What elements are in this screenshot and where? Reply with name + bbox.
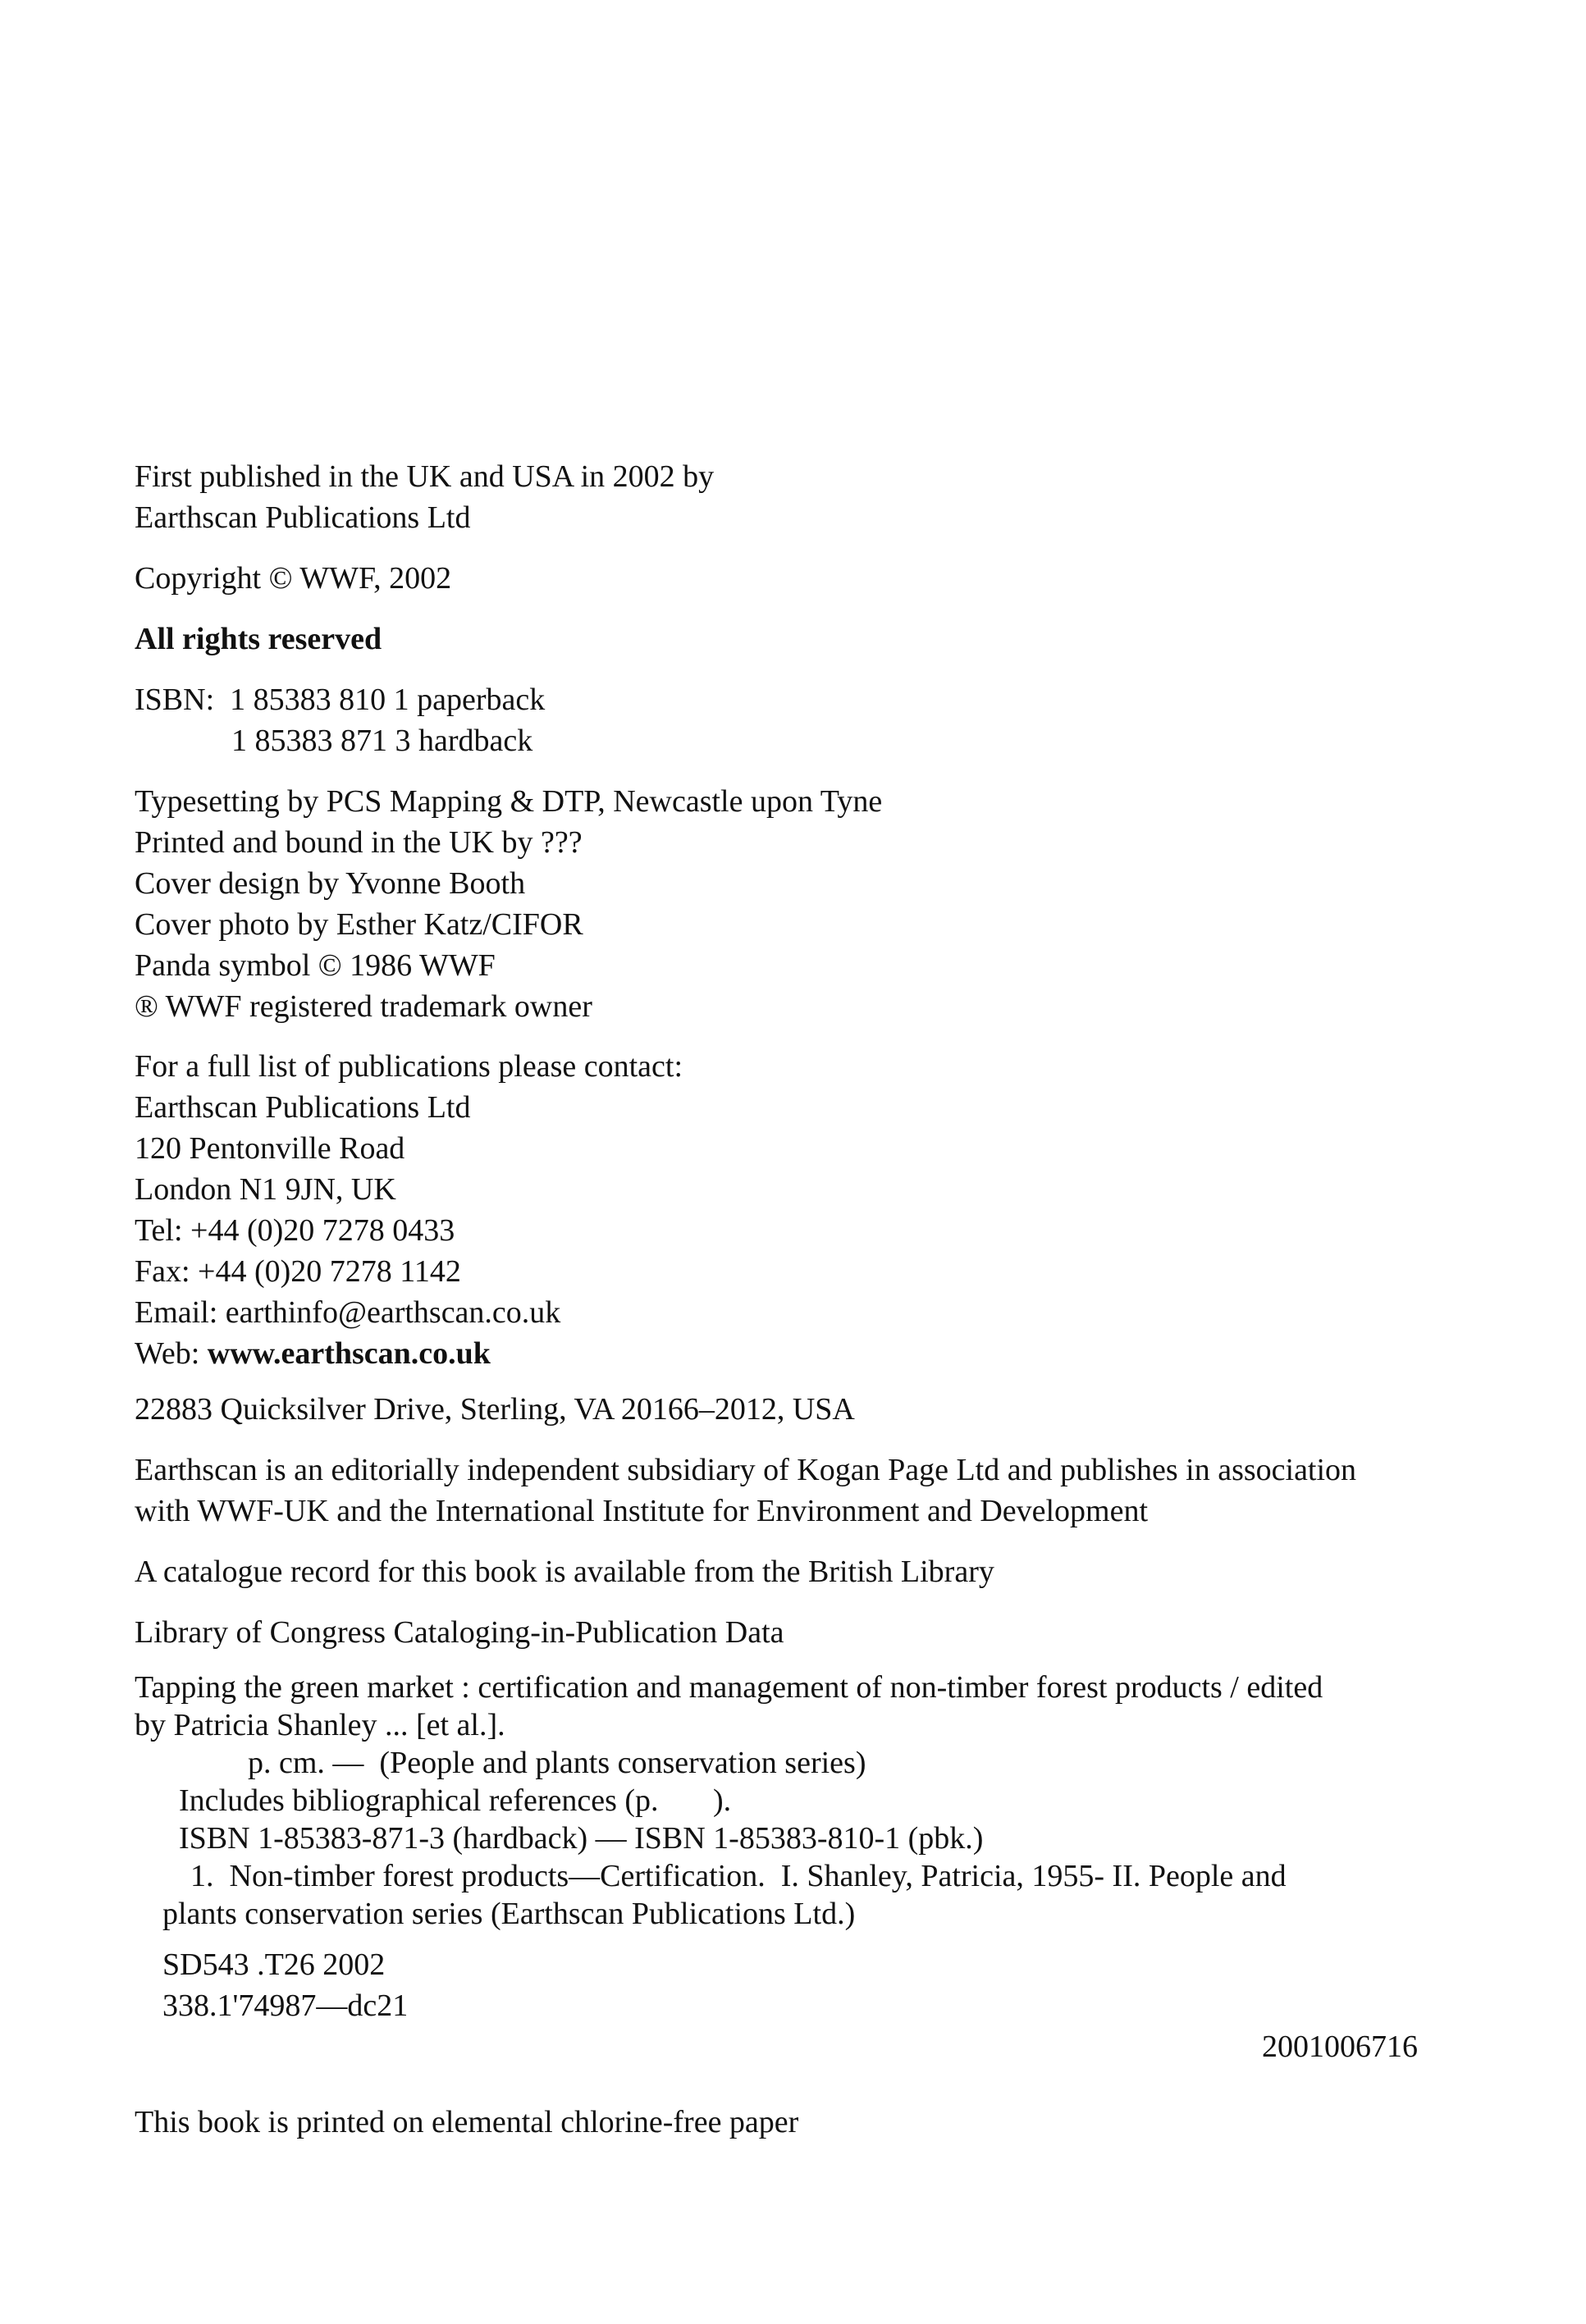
credit-cover-photo: Cover photo by Esther Katz/CIFOR [135, 907, 583, 942]
lccn [135, 2026, 1418, 2067]
loc-title-line-1: Tapping the green market : certification and management of non-timber forest products / edited [135, 1670, 1323, 1705]
loc-subjects-line-1: 1. Non-timber forest products—Certification. I. Shanley, Patricia, 1955- II. People and [190, 1859, 1287, 1893]
call-number-block [135, 1944, 1464, 2026]
credit-printing: Printed and bound in the UK by ??? [135, 825, 583, 860]
paper-note-line: This book is printed on elemental chlorine-free paper [135, 2105, 799, 2139]
about-publisher [135, 1450, 1464, 1532]
contact-fax: Fax: +44 (0)20 7278 1142 [135, 1254, 461, 1289]
contact-company: Earthscan Publications Ltd [135, 1090, 471, 1125]
loc-subjects-line-2: plants conservation series (Earthscan Publications Ltd.) [162, 1897, 856, 1931]
call-number: SD543 .T26 2002 [162, 1947, 386, 1982]
catalogue-notice [135, 1551, 1464, 1592]
contact-street: 120 Pentonville Road [135, 1131, 405, 1166]
first-published-line: First published in the UK and USA in 2002 by [135, 459, 715, 494]
contact-tel: Tel: +44 (0)20 7278 0433 [135, 1213, 455, 1248]
loc-isbn: ISBN 1-85383-871-3 (hardback) — ISBN 1-85383-810-1 (pbk.) [179, 1821, 984, 1856]
dewey-number: 338.1'74987—dc21 [162, 1988, 409, 2023]
copyright-line: Copyright © WWF, 2002 [135, 561, 452, 596]
contact-email: Email: earthinfo@earthscan.co.uk [135, 1295, 561, 1330]
isbn-paperback: ISBN: 1 85383 810 1 paperback [135, 683, 546, 717]
isbn-hardback: 1 85383 871 3 hardback [231, 724, 533, 758]
copyright-notice [135, 558, 1464, 599]
rights-reserved: All rights reserved [135, 622, 382, 656]
lccn-number: 2001006716 [1262, 2030, 1418, 2064]
contact-city: London N1 9JN, UK [135, 1172, 396, 1207]
loc-title-line-2: by Patricia Shanley ... [et al.]. [135, 1708, 505, 1742]
contact-web [135, 1333, 1464, 1374]
credit-panda-symbol: Panda symbol © 1986 WWF [135, 948, 496, 983]
credit-typesetting: Typesetting by PCS Mapping & DTP, Newcastle upon Tyne [135, 784, 883, 819]
credit-trademark: ® WWF registered trademark owner [135, 989, 592, 1024]
credits-block [135, 781, 1464, 1027]
loc-record [135, 1669, 1464, 1933]
us-address-line: 22883 Quicksilver Drive, Sterling, VA 20166–2012, USA [135, 1392, 855, 1427]
rights-notice [135, 619, 1464, 660]
publisher-name: Earthscan Publications Ltd [135, 500, 471, 535]
loc-heading-line: Library of Congress Cataloging-in-Publication Data [135, 1615, 784, 1650]
credit-cover-design: Cover design by Yvonne Booth [135, 866, 526, 901]
first-published-block [135, 456, 1464, 538]
contact-block [135, 1046, 1464, 1374]
web-url: www.earthscan.co.uk [207, 1336, 491, 1371]
contact-intro: For a full list of publications please contact: [135, 1049, 683, 1084]
about-line-2: with WWF-UK and the International Institute for Environment and Development [135, 1494, 1149, 1528]
paper-note [135, 2102, 1464, 2143]
catalogue-line: A catalogue record for this book is available from the British Library [135, 1555, 994, 1589]
us-address [135, 1389, 1464, 1430]
loc-series: p. cm. — (People and plants conservation series) [248, 1746, 866, 1780]
isbn-block [135, 679, 1464, 761]
about-line-1: Earthscan is an editorially independent subsidiary of Kogan Page Ltd and publishes in association [135, 1453, 1357, 1487]
loc-heading [135, 1612, 1464, 1653]
loc-biblio: Includes bibliographical references (p. ). [179, 1783, 732, 1818]
web-label: Web: [135, 1336, 208, 1371]
